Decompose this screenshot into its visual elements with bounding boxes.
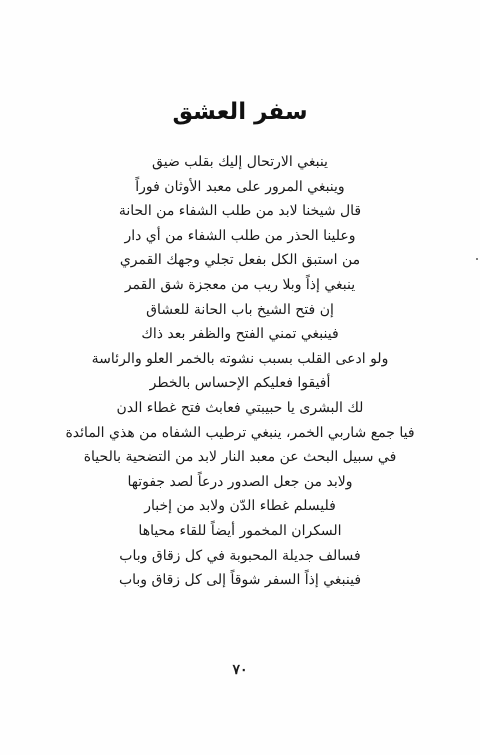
verse-line: فيا جمع شاربي الخمر، ينبغي ترطيب الشفاه من هذي المائدة (65, 424, 415, 441)
verse-line: وينبغي المرور على معبد الأوثان فوراً (135, 178, 345, 195)
verse-line: ينبغي إذاً وبلا ريب من معجزة شق القمر (124, 276, 356, 293)
verse-line: ينبغي الارتحال إليك بقلب ضيق (152, 154, 328, 170)
verse-line: فينبغي إذاً السفر شوقاً إلى كل زقاق وباب (118, 572, 362, 589)
verse-line: لك البشرى يا حبيبتي فعابث فتح غطاء الدن (116, 399, 364, 416)
verse-line: من استبق الكل بفعل تجلي وجهك القمري (119, 252, 361, 269)
verse-line: في سبيل البحث عن معبد النار لابد من التضحية بالحياة (83, 449, 397, 466)
verse-line: قال شيخنا لابد من طلب الشفاء من الحانة (118, 203, 362, 220)
verse-line: إن فتح الشيخ باب الحانة للعشاق (146, 301, 334, 318)
scan-speck (476, 258, 478, 260)
verse-line: ولابد من جعل الصدور درعاً لصد جفوتها (127, 473, 353, 490)
verse-line: فينبغي تمني الفتح والظفر بعد ذاك (141, 326, 339, 343)
page-number: ٧٠ (232, 662, 248, 678)
verse-line: فسالف جديلة المحبوبة في كل زقاق وباب (119, 547, 361, 564)
poem-title: سفر العشق (172, 99, 308, 125)
verse-line: فليسلم غطاء الدّن ولابد من إخبار (144, 498, 336, 515)
verse-line: وعلينا الحذر من طلب الشفاء من أي دار (124, 227, 356, 244)
poem-verses (20, 150, 460, 593)
verse-line: السكران المخمور أيضاً للقاء محياها (138, 522, 342, 539)
verse-line: ولو ادعى القلب بسبب نشوته بالخمر العلو والرئاسة (91, 350, 389, 367)
verse-line: أفيقوا فعليكم الإحساس بالخطر (149, 375, 331, 392)
